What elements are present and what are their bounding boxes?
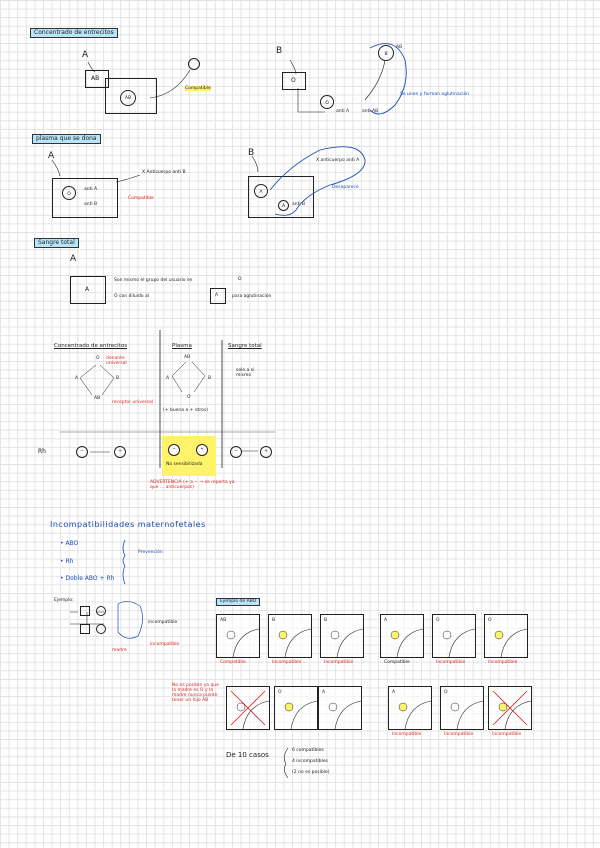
section-title-concentrado: Concentrado de entrecitos [30,28,118,38]
x-anticuerpo-a: X Anticuerpo anti B [142,170,186,175]
table-ab: AB [94,396,101,401]
anti-ab-label: anti AB [362,109,379,114]
example-letter: O [444,690,448,695]
example-letter: B [272,618,276,623]
box-sangre-a-label: A [85,286,90,293]
rh-label: Rh [38,448,46,455]
label-B2: B [248,148,255,158]
table-a: A [75,376,79,381]
example-caption: Incompatible [324,660,354,665]
sangre-line1: Son mismo el grupo del usuario en [114,278,193,283]
example-caption: Incompatible [436,660,466,665]
table-col3: Sangre total [228,343,262,349]
circle-plasma-o-label: O [67,192,71,197]
desaparece-note: Desaparece [332,185,359,190]
incomp-title: Incompatibilidades maternofetales [50,520,206,529]
donante-universal: donante universal [106,356,127,366]
table-o: O [96,356,100,361]
example-letter: A [322,690,326,695]
summary-line-2: (2 no es posible) [292,770,330,775]
example-caption: Incompatible [488,660,518,665]
summary-line-1: 4 incompatibles [292,759,328,764]
summary-line-0: 6 compatibles [292,748,324,753]
incomp-item-2: • Doble ABO + Rh [60,575,115,582]
incomp-item-1: • Rh [60,558,74,565]
example-letter: AB [220,618,227,623]
label-A2: A [48,151,55,161]
rh-plus-label: + [118,449,122,454]
example-letter: B [324,618,328,623]
circle-plasma-a-label: A [259,190,263,195]
example-caption: Incompatible [272,660,302,665]
plasma-anti-a: anti A [84,187,98,192]
example-letter: A [384,618,388,623]
madre-compat-note: incompatible [150,642,180,647]
prevencion: Prevención [138,550,163,555]
plasma-anti-b: anti B [84,202,98,207]
mother-note: madre [112,648,127,653]
x-anticuerpo-b: X anticuerpo anti A [316,158,360,163]
example-caption: Compatible [220,660,246,665]
table-col1: Concentrado de entrecitos [54,343,128,349]
circle-ab-label: AB [124,96,132,101]
box-sangre-a2-label: A [215,293,219,298]
example-letter: A [392,690,396,695]
section-title-sangre: Sangre total [34,238,79,248]
plasma-compatible: Compatible [128,196,154,201]
label-B: B [276,46,283,56]
sangre-line2-end: para aglutinación [232,294,272,299]
receptor-universal: receptor universal [112,400,154,405]
compatible-tag: Compatible [185,86,211,91]
plasma-o: O [187,395,191,400]
table-b: B [116,376,120,381]
red-block-note: No es posible ya que la madre es O y la madre nunca puede tener un hijo AB [172,683,219,703]
label-A: A [82,50,89,60]
plasma-b: B [208,376,212,381]
grid-title: Ejemplo de ABO [216,598,260,606]
ejemplo-label: Ejemplo: [54,598,74,603]
section-title-plasma: plasma que se dona [32,134,101,144]
example-letter: O [436,618,440,623]
plasma-note: (+ buena a + otros) [163,408,208,413]
circle-plasma-a-small-label: A [281,204,286,209]
example-caption: Compatible [384,660,410,665]
sangre-line2: O con diluido al [114,294,149,299]
summary-lead: De 10 casos [226,751,269,759]
example-letter: O [278,690,282,695]
plasma-a: A [166,376,170,381]
aglutinacion-note: Se unen y forman aglutinación [400,92,470,97]
example-letter: O [488,618,492,623]
rh-p1-label: − [172,447,176,452]
box-ab-label: AB [91,75,100,82]
rh-p2-label: + [200,447,204,452]
sangre-line1-end: O [238,277,242,282]
example-caption: Incompatible [392,732,422,737]
incompatible-note: incompatible [148,620,178,625]
sangre-text: solo a si mismo [236,368,255,378]
plasma-anti-b2: anti B [292,202,306,207]
rh-s2-label: + [264,449,268,454]
anti-a-label: anti A [336,109,350,114]
example-caption: Incompatible [492,732,522,737]
rh-red-note: ADVERTENCIA (+ a − → se reporta ya que ... anticuerpos) [150,480,235,490]
box-zero-label: O [291,77,296,84]
example-caption: Incompatible [444,732,474,737]
incomp-item-0: • ABO [60,540,79,547]
table-col2: Plasma [172,343,192,349]
rh-minus-label: − [80,449,84,454]
ab-small: AB [396,45,403,50]
label-A3: A [70,254,77,264]
no-sensibilizada: No sensibilizada [166,462,203,467]
plasma-ab: AB [184,355,191,360]
rh-s1-label: − [234,449,238,454]
circle-o-label: O [325,101,329,106]
circle-b-label: B [384,52,388,57]
